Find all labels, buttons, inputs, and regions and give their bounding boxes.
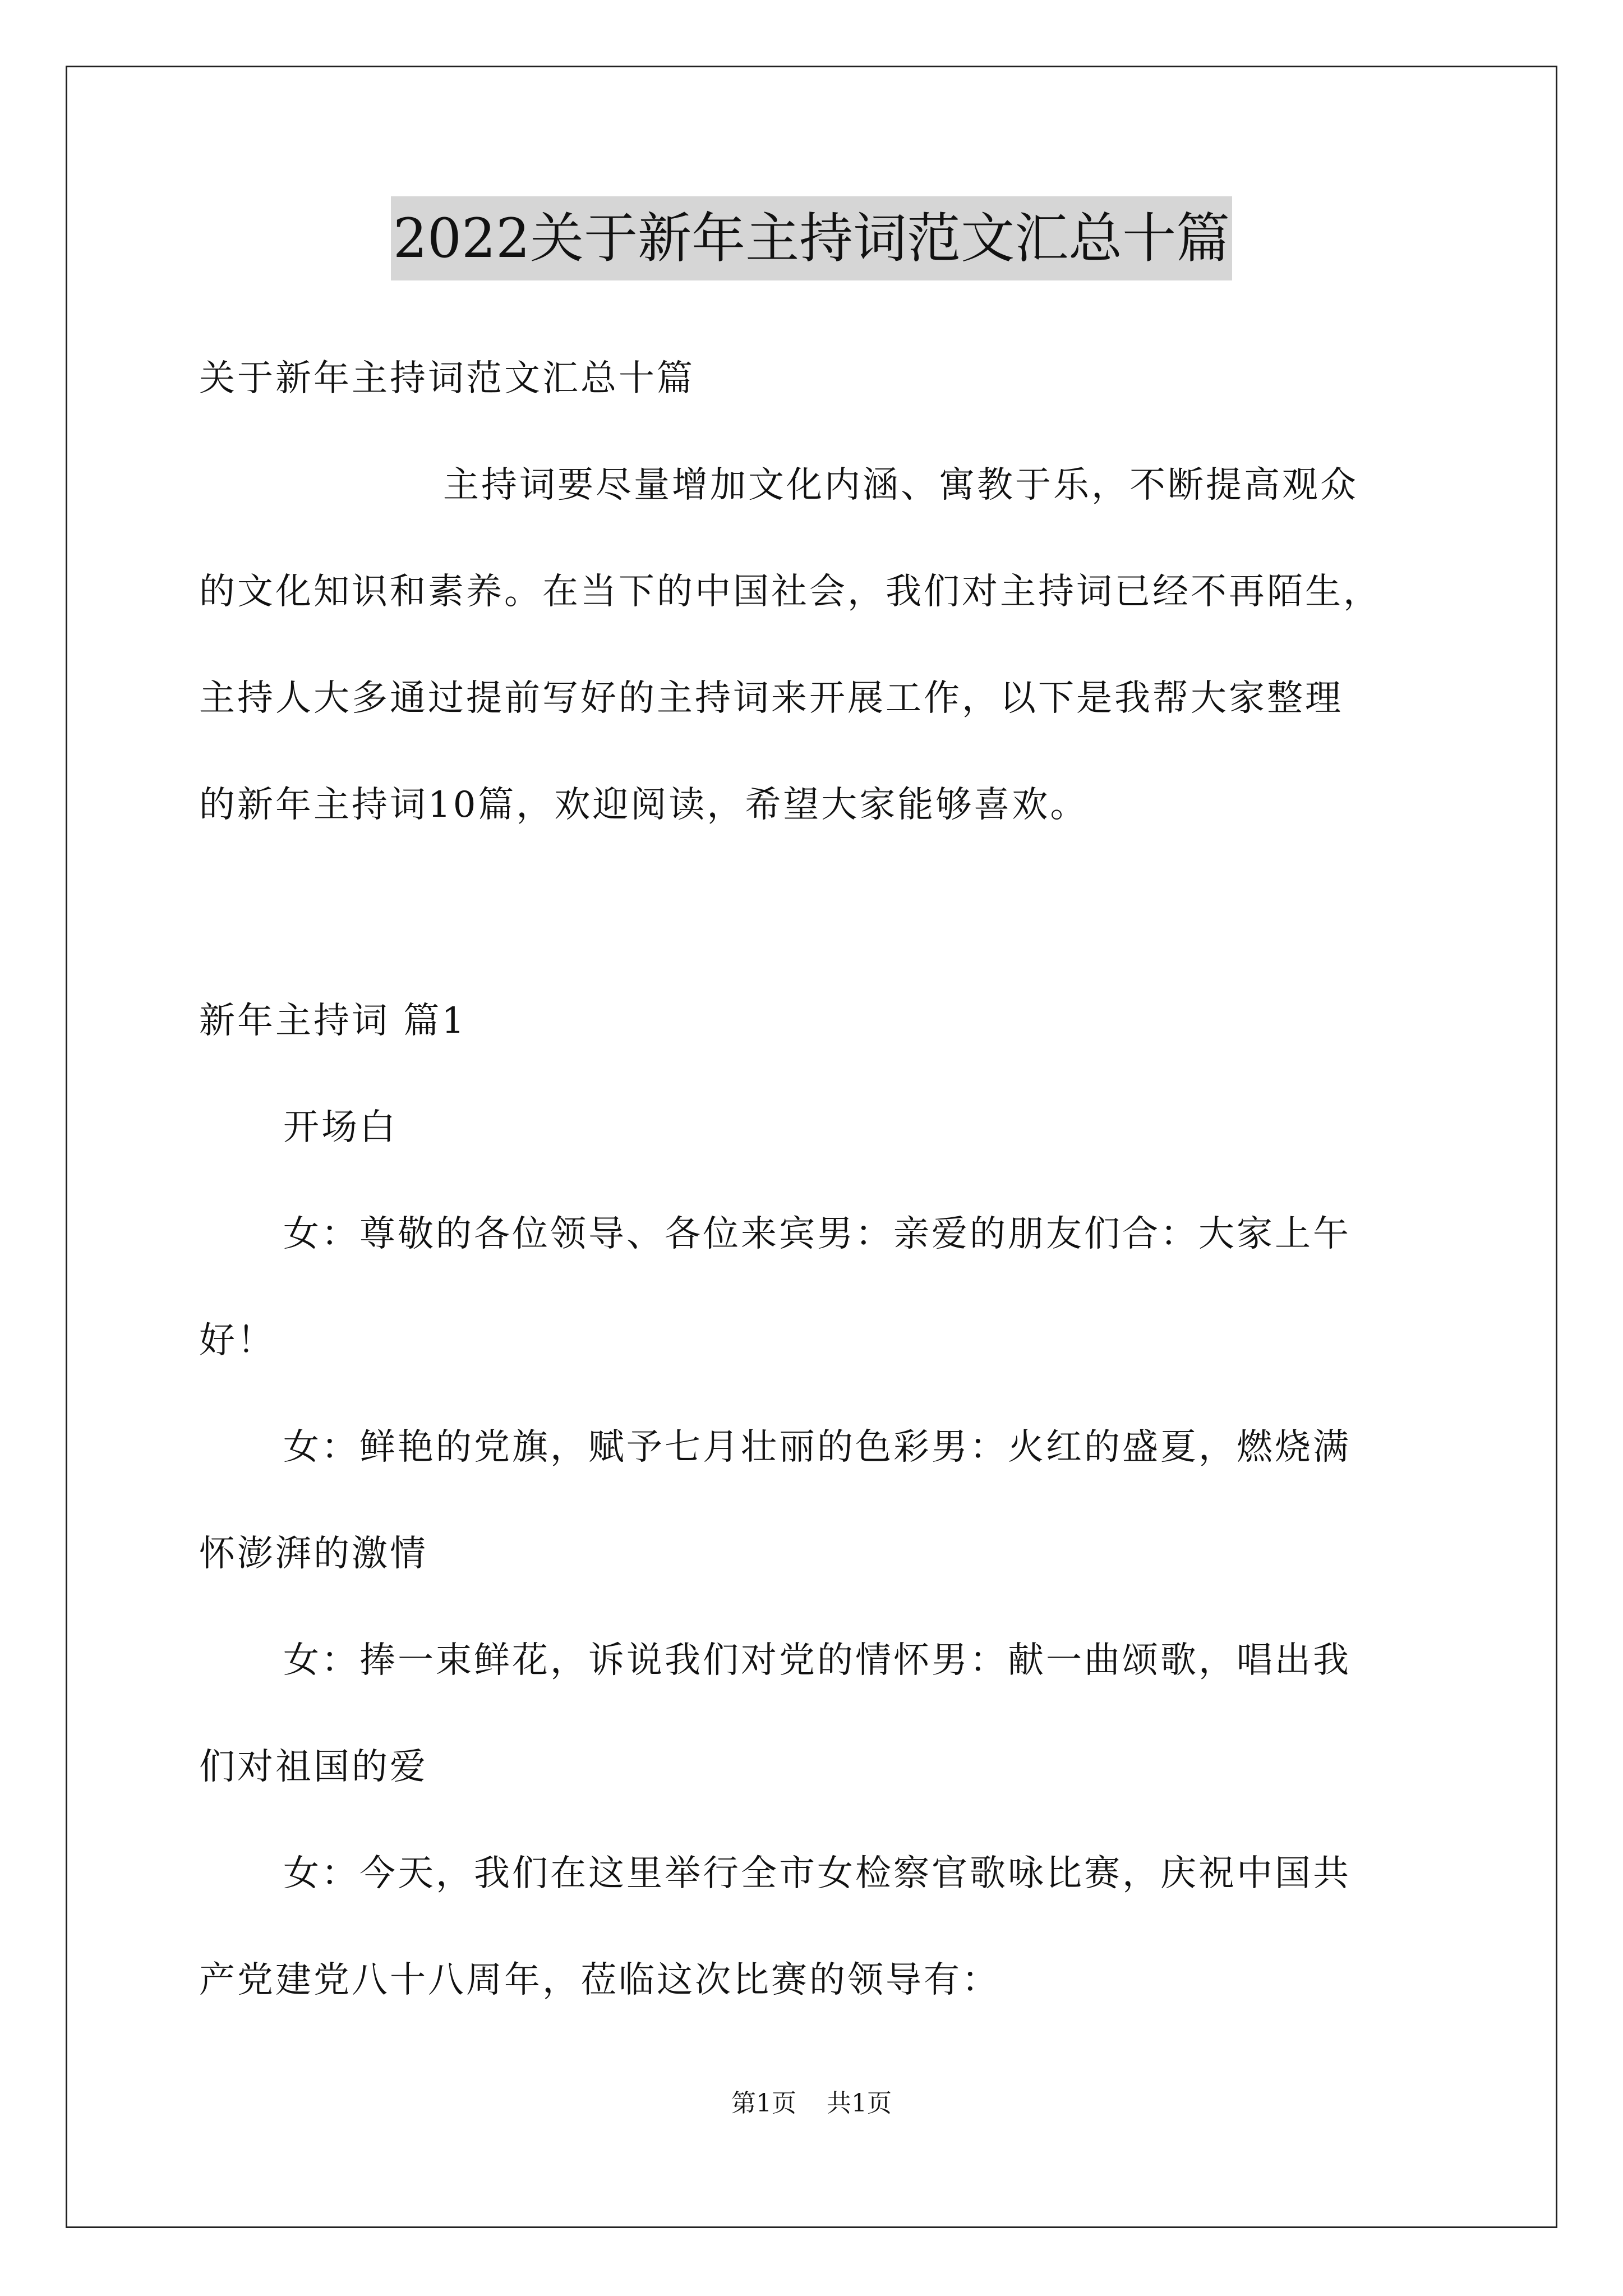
page-number: 第1页	[731, 2089, 796, 2118]
body-line-7: 女：今天，我们在这里举行全市女检察官歌咏比赛，庆祝中国共	[283, 1853, 1351, 1894]
document-subtitle: 关于新年主持词范文汇总十篇	[199, 358, 695, 399]
body-line-4: 怀澎湃的激情	[199, 1533, 428, 1575]
intro-line-4: 的新年主持词10篇，欢迎阅读，希望大家能够喜欢。	[199, 784, 1089, 826]
body-line-5: 女：捧一束鲜花，诉说我们对党的情怀男：献一曲颂歌，唱出我	[283, 1640, 1351, 1681]
body-line-2: 好！	[199, 1320, 275, 1361]
body-line-6: 们对祖国的爱	[199, 1746, 428, 1788]
body-line-1: 女：尊敬的各位领导、各位来宾男：亲爱的朋友们合：大家上午	[283, 1213, 1351, 1255]
section-heading: 新年主持词 篇1	[199, 1000, 467, 1042]
intro-line-1: 主持词要尽量增加文化内涵、寓教于乐，不断提高观众	[443, 464, 1358, 506]
page-total: 共1页	[827, 2089, 892, 2118]
intro-line-3: 主持人大多通过提前写好的主持词来开展工作，以下是我帮大家整理	[199, 678, 1343, 719]
body-line-3: 女：鲜艳的党旗，赋予七月壮丽的色彩男：火红的盛夏，燃烧满	[283, 1427, 1351, 1468]
body-line-8: 产党建党八十八周年，莅临这次比赛的领导有：	[199, 1959, 1000, 2001]
title-container	[0, 196, 1623, 280]
intro-line-2: 的文化知识和素养。在当下的中国社会，我们对主持词已经不再陌生，	[199, 571, 1381, 613]
page-footer	[0, 2087, 1623, 2120]
document-title: 2022关于新年主持词范文汇总十篇	[391, 196, 1232, 280]
opening-label: 开场白	[283, 1107, 398, 1148]
